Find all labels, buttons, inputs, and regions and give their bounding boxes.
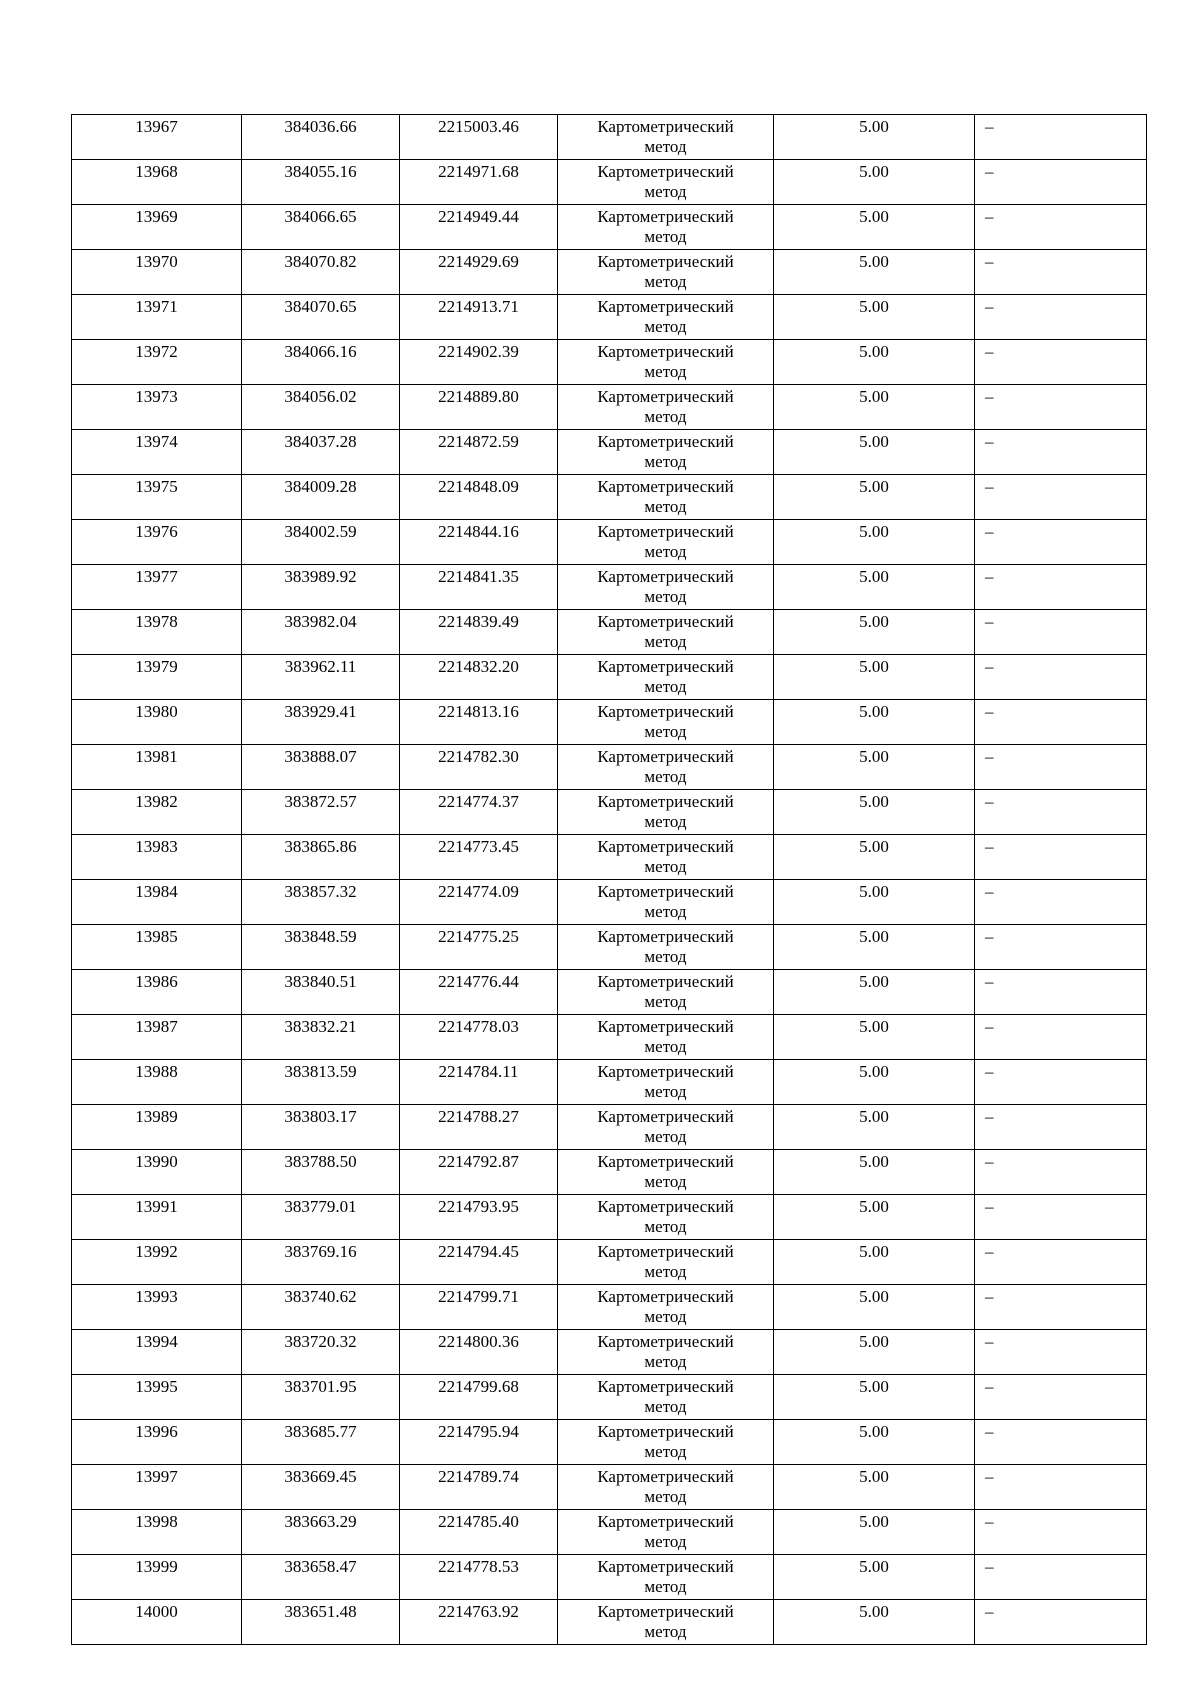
accuracy-cell: 5.00 [774,1375,975,1420]
table-row [72,340,1147,385]
point-number-cell: 13975 [72,475,242,520]
x-coordinate-cell: 383720.32 [242,1330,400,1375]
table-row [72,1600,1147,1645]
point-number-cell: 13974 [72,430,242,475]
accuracy-cell: 5.00 [774,790,975,835]
note-cell: – [975,1330,1147,1375]
table-row [72,1195,1147,1240]
method-cell [558,430,774,475]
point-number-cell: 13970 [72,250,242,295]
method-text: Картометрический метод [597,702,734,741]
point-number-cell: 13996 [72,1420,242,1465]
accuracy-cell: 5.00 [774,1015,975,1060]
note-cell: – [975,1465,1147,1510]
note-cell: – [975,880,1147,925]
method-text: Картометрический метод [597,1332,734,1371]
point-number-cell: 13984 [72,880,242,925]
x-coordinate-cell: 384070.65 [242,295,400,340]
table-row [72,1240,1147,1285]
accuracy-cell: 5.00 [774,1105,975,1150]
table-row [72,880,1147,925]
note-cell: – [975,565,1147,610]
y-coordinate-cell: 2214776.44 [400,970,558,1015]
point-number-cell: 13967 [72,115,242,160]
method-cell [558,1195,774,1240]
x-coordinate-cell: 384070.82 [242,250,400,295]
method-cell [558,880,774,925]
x-coordinate-cell: 384036.66 [242,115,400,160]
y-coordinate-cell: 2214813.16 [400,700,558,745]
point-number-cell: 13999 [72,1555,242,1600]
note-cell: – [975,160,1147,205]
method-text: Картометрический метод [597,927,734,966]
table-row [72,1555,1147,1600]
x-coordinate-cell: 383848.59 [242,925,400,970]
accuracy-cell: 5.00 [774,520,975,565]
method-cell [558,835,774,880]
method-text: Картометрический метод [597,1557,734,1596]
x-coordinate-cell: 383813.59 [242,1060,400,1105]
accuracy-cell: 5.00 [774,925,975,970]
y-coordinate-cell: 2214971.68 [400,160,558,205]
note-cell: – [975,655,1147,700]
method-cell [558,520,774,565]
method-cell [558,1150,774,1195]
accuracy-cell: 5.00 [774,1285,975,1330]
y-coordinate-cell: 2214799.71 [400,1285,558,1330]
method-cell [558,1105,774,1150]
y-coordinate-cell: 2214832.20 [400,655,558,700]
accuracy-cell: 5.00 [774,1555,975,1600]
table-row [72,385,1147,430]
note-cell: – [975,205,1147,250]
method-cell [558,205,774,250]
table-row [72,790,1147,835]
method-cell [558,250,774,295]
method-text: Картометрический метод [597,117,734,156]
table-row [72,1465,1147,1510]
x-coordinate-cell: 384066.16 [242,340,400,385]
method-text: Картометрический метод [597,1512,734,1551]
x-coordinate-cell: 383929.41 [242,700,400,745]
note-cell: – [975,1555,1147,1600]
method-text: Картометрический метод [597,1107,734,1146]
table-row [72,1105,1147,1150]
y-coordinate-cell: 2214872.59 [400,430,558,475]
point-number-cell: 13989 [72,1105,242,1150]
accuracy-cell: 5.00 [774,295,975,340]
x-coordinate-cell: 383840.51 [242,970,400,1015]
note-cell: – [975,835,1147,880]
point-number-cell: 13976 [72,520,242,565]
method-cell [558,1240,774,1285]
table-row [72,1150,1147,1195]
point-number-cell: 13969 [72,205,242,250]
point-number-cell: 13986 [72,970,242,1015]
method-cell [558,475,774,520]
table-row [72,115,1147,160]
table-row [72,1510,1147,1555]
note-cell: – [975,340,1147,385]
table-row [72,430,1147,475]
note-cell: – [975,1420,1147,1465]
method-text: Картометрический метод [597,477,734,516]
table-row [72,610,1147,655]
note-cell: – [975,925,1147,970]
note-cell: – [975,1240,1147,1285]
x-coordinate-cell: 383982.04 [242,610,400,655]
accuracy-cell: 5.00 [774,700,975,745]
point-number-cell: 13968 [72,160,242,205]
method-text: Картометрический метод [597,657,734,696]
accuracy-cell: 5.00 [774,1465,975,1510]
method-text: Картометрический метод [597,882,734,921]
x-coordinate-cell: 383658.47 [242,1555,400,1600]
table-row [72,250,1147,295]
y-coordinate-cell: 2214778.53 [400,1555,558,1600]
table-row [72,160,1147,205]
x-coordinate-cell: 384066.65 [242,205,400,250]
point-number-cell: 13977 [72,565,242,610]
note-cell: – [975,1195,1147,1240]
x-coordinate-cell: 384009.28 [242,475,400,520]
x-coordinate-cell: 383663.29 [242,1510,400,1555]
point-number-cell: 13998 [72,1510,242,1555]
table-row [72,835,1147,880]
point-number-cell: 13997 [72,1465,242,1510]
y-coordinate-cell: 2214799.68 [400,1375,558,1420]
y-coordinate-cell: 2214841.35 [400,565,558,610]
note-cell: – [975,1285,1147,1330]
y-coordinate-cell: 2214763.92 [400,1600,558,1645]
method-text: Картометрический метод [597,252,734,291]
note-cell: – [975,1375,1147,1420]
table-row [72,1330,1147,1375]
accuracy-cell: 5.00 [774,1195,975,1240]
method-text: Картометрический метод [597,1197,734,1236]
point-number-cell: 13979 [72,655,242,700]
note-cell: – [975,700,1147,745]
method-cell [558,385,774,430]
point-number-cell: 13994 [72,1330,242,1375]
method-cell [558,1060,774,1105]
method-cell [558,1420,774,1465]
y-coordinate-cell: 2214789.74 [400,1465,558,1510]
x-coordinate-cell: 383701.95 [242,1375,400,1420]
table-row [72,925,1147,970]
table-row [72,475,1147,520]
table-row [72,205,1147,250]
method-cell [558,925,774,970]
point-number-cell: 13995 [72,1375,242,1420]
x-coordinate-cell: 383779.01 [242,1195,400,1240]
y-coordinate-cell: 2214782.30 [400,745,558,790]
note-cell: – [975,115,1147,160]
accuracy-cell: 5.00 [774,1330,975,1375]
x-coordinate-cell: 383685.77 [242,1420,400,1465]
note-cell: – [975,1060,1147,1105]
method-text: Картометрический метод [597,1152,734,1191]
method-text: Картометрический метод [597,342,734,381]
point-number-cell: 13980 [72,700,242,745]
method-text: Картометрический метод [597,837,734,876]
x-coordinate-cell: 383989.92 [242,565,400,610]
y-coordinate-cell: 2214844.16 [400,520,558,565]
y-coordinate-cell: 2214793.95 [400,1195,558,1240]
method-cell [558,1465,774,1510]
note-cell: – [975,295,1147,340]
y-coordinate-cell: 2214774.09 [400,880,558,925]
point-number-cell: 13990 [72,1150,242,1195]
x-coordinate-cell: 383803.17 [242,1105,400,1150]
coordinates-table [71,114,1147,1645]
accuracy-cell: 5.00 [774,1510,975,1555]
method-cell [558,1510,774,1555]
method-cell [558,1600,774,1645]
table-row [72,565,1147,610]
method-cell [558,115,774,160]
x-coordinate-cell: 383669.45 [242,1465,400,1510]
note-cell: – [975,250,1147,295]
x-coordinate-cell: 383740.62 [242,1285,400,1330]
coordinates-table-body [72,115,1147,1645]
note-cell: – [975,610,1147,655]
note-cell: – [975,1015,1147,1060]
accuracy-cell: 5.00 [774,745,975,790]
note-cell: – [975,385,1147,430]
note-cell: – [975,430,1147,475]
accuracy-cell: 5.00 [774,475,975,520]
accuracy-cell: 5.00 [774,250,975,295]
method-cell [558,790,774,835]
accuracy-cell: 5.00 [774,385,975,430]
accuracy-cell: 5.00 [774,205,975,250]
method-text: Картометрический метод [597,207,734,246]
method-text: Картометрический метод [597,1017,734,1056]
method-cell [558,610,774,655]
y-coordinate-cell: 2214902.39 [400,340,558,385]
x-coordinate-cell: 384037.28 [242,430,400,475]
table-row [72,295,1147,340]
method-text: Картометрический метод [597,1467,734,1506]
accuracy-cell: 5.00 [774,610,975,655]
x-coordinate-cell: 384002.59 [242,520,400,565]
y-coordinate-cell: 2214775.25 [400,925,558,970]
accuracy-cell: 5.00 [774,1240,975,1285]
table-row [72,1285,1147,1330]
point-number-cell: 13978 [72,610,242,655]
point-number-cell: 13993 [72,1285,242,1330]
x-coordinate-cell: 383788.50 [242,1150,400,1195]
accuracy-cell: 5.00 [774,1150,975,1195]
table-row [72,1420,1147,1465]
method-cell [558,1555,774,1600]
method-text: Картометрический метод [597,1242,734,1281]
y-coordinate-cell: 2214800.36 [400,1330,558,1375]
note-cell: – [975,1600,1147,1645]
y-coordinate-cell: 2214774.37 [400,790,558,835]
y-coordinate-cell: 2214778.03 [400,1015,558,1060]
point-number-cell: 13991 [72,1195,242,1240]
y-coordinate-cell: 2215003.46 [400,115,558,160]
note-cell: – [975,790,1147,835]
table-row [72,745,1147,790]
method-cell [558,1375,774,1420]
method-text: Картометрический метод [597,792,734,831]
accuracy-cell: 5.00 [774,430,975,475]
method-text: Картометрический метод [597,522,734,561]
table-row [72,1015,1147,1060]
note-cell: – [975,1510,1147,1555]
x-coordinate-cell: 384056.02 [242,385,400,430]
note-cell: – [975,520,1147,565]
method-cell [558,700,774,745]
method-text: Картометрический метод [597,747,734,786]
accuracy-cell: 5.00 [774,1600,975,1645]
point-number-cell: 13985 [72,925,242,970]
x-coordinate-cell: 383872.57 [242,790,400,835]
accuracy-cell: 5.00 [774,880,975,925]
y-coordinate-cell: 2214784.11 [400,1060,558,1105]
table-row [72,1060,1147,1105]
method-text: Картометрический метод [597,1062,734,1101]
y-coordinate-cell: 2214929.69 [400,250,558,295]
note-cell: – [975,745,1147,790]
x-coordinate-cell: 383832.21 [242,1015,400,1060]
method-cell [558,1285,774,1330]
method-cell [558,160,774,205]
method-cell [558,970,774,1015]
table-row [72,970,1147,1015]
method-cell [558,295,774,340]
point-number-cell: 13981 [72,745,242,790]
method-text: Картометрический метод [597,297,734,336]
method-text: Картометрический метод [597,432,734,471]
point-number-cell: 13983 [72,835,242,880]
method-cell [558,655,774,700]
point-number-cell: 13987 [72,1015,242,1060]
method-text: Картометрический метод [597,1422,734,1461]
method-cell [558,1015,774,1060]
x-coordinate-cell: 384055.16 [242,160,400,205]
method-text: Картометрический метод [597,1377,734,1416]
x-coordinate-cell: 383865.86 [242,835,400,880]
y-coordinate-cell: 2214785.40 [400,1510,558,1555]
x-coordinate-cell: 383769.16 [242,1240,400,1285]
y-coordinate-cell: 2214839.49 [400,610,558,655]
y-coordinate-cell: 2214949.44 [400,205,558,250]
point-number-cell: 13988 [72,1060,242,1105]
accuracy-cell: 5.00 [774,970,975,1015]
point-number-cell: 14000 [72,1600,242,1645]
point-number-cell: 13992 [72,1240,242,1285]
point-number-cell: 13982 [72,790,242,835]
x-coordinate-cell: 383962.11 [242,655,400,700]
method-text: Картометрический метод [597,387,734,426]
table-row [72,700,1147,745]
y-coordinate-cell: 2214794.45 [400,1240,558,1285]
y-coordinate-cell: 2214848.09 [400,475,558,520]
note-cell: – [975,1105,1147,1150]
method-cell [558,745,774,790]
x-coordinate-cell: 383857.32 [242,880,400,925]
table-row [72,655,1147,700]
point-number-cell: 13973 [72,385,242,430]
y-coordinate-cell: 2214788.27 [400,1105,558,1150]
method-cell [558,340,774,385]
accuracy-cell: 5.00 [774,160,975,205]
y-coordinate-cell: 2214795.94 [400,1420,558,1465]
table-row [72,1375,1147,1420]
y-coordinate-cell: 2214792.87 [400,1150,558,1195]
accuracy-cell: 5.00 [774,835,975,880]
table-row [72,520,1147,565]
y-coordinate-cell: 2214913.71 [400,295,558,340]
y-coordinate-cell: 2214773.45 [400,835,558,880]
method-text: Картометрический метод [597,1287,734,1326]
method-cell [558,565,774,610]
accuracy-cell: 5.00 [774,115,975,160]
y-coordinate-cell: 2214889.80 [400,385,558,430]
point-number-cell: 13972 [72,340,242,385]
method-text: Картометрический метод [597,972,734,1011]
method-text: Картометрический метод [597,162,734,201]
note-cell: – [975,970,1147,1015]
accuracy-cell: 5.00 [774,565,975,610]
note-cell: – [975,475,1147,520]
method-text: Картометрический метод [597,567,734,606]
x-coordinate-cell: 383888.07 [242,745,400,790]
method-text: Картометрический метод [597,612,734,651]
accuracy-cell: 5.00 [774,1420,975,1465]
method-cell [558,1330,774,1375]
accuracy-cell: 5.00 [774,655,975,700]
note-cell: – [975,1150,1147,1195]
x-coordinate-cell: 383651.48 [242,1600,400,1645]
accuracy-cell: 5.00 [774,340,975,385]
point-number-cell: 13971 [72,295,242,340]
accuracy-cell: 5.00 [774,1060,975,1105]
method-text: Картометрический метод [597,1602,734,1641]
